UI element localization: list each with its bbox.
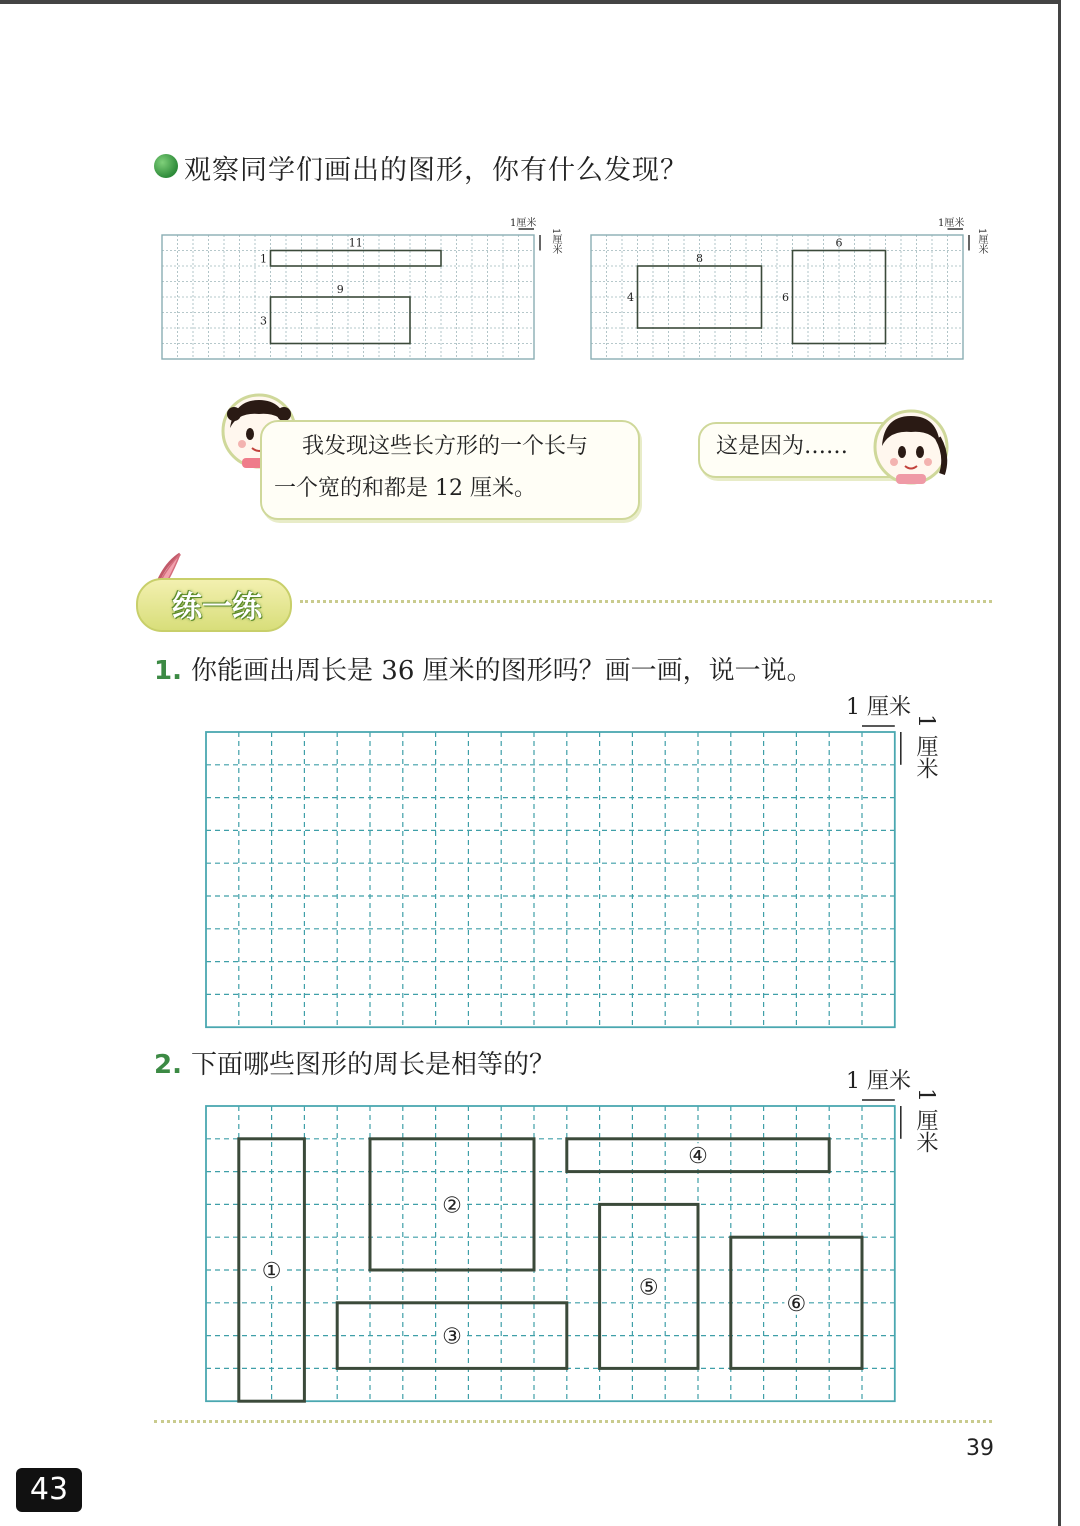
top-left-unit-h: 1厘米	[510, 218, 537, 229]
question-2-number: 2.	[154, 1050, 182, 1080]
top-right-grid-figure	[580, 208, 980, 368]
question-1-text: 你能画出周长是 36 厘米的图形吗？画一画，说一说。	[191, 656, 813, 686]
rect-width-label: 9	[336, 283, 344, 296]
grid-border	[206, 732, 895, 1027]
observe-question: 观察同学们画出的图形，你有什么发现？	[184, 155, 688, 186]
page-number: 39	[966, 1436, 994, 1461]
top-right-unit-v: 1厘米	[976, 228, 987, 255]
shape-label-3: ③	[442, 1324, 462, 1350]
tab-number: 43	[16, 1468, 82, 1512]
rectangle-2	[271, 297, 411, 344]
rect-height-label: 3	[260, 314, 267, 328]
rect-width-label: 8	[696, 252, 703, 265]
q1-unit-horizontal: 1 厘米	[846, 695, 911, 720]
question-2-text: 下面哪些图形的周长是相等的？	[191, 1050, 556, 1080]
bubble-right-text: 这是因为……	[716, 434, 849, 459]
footer-divider	[154, 1420, 992, 1423]
bubble-left-line1: 我发现这些长方形的一个长与	[302, 434, 589, 459]
shape-label-5: ⑤	[638, 1275, 659, 1301]
rect-height-label: 6	[782, 291, 789, 304]
grid-border	[206, 1106, 895, 1401]
rect-height-label: 1	[260, 252, 267, 266]
q2-unit-horizontal: 1 厘米	[846, 1069, 911, 1094]
page-edge-right	[1058, 0, 1061, 1526]
bubble-left-line2: 一个宽的和都是 12 厘米。	[274, 476, 536, 501]
question-1	[154, 650, 813, 687]
question-1-number: 1.	[154, 656, 182, 686]
top-right-unit-h: 1厘米	[938, 218, 965, 229]
shape-label-2: ②	[442, 1193, 462, 1219]
q2-shapes-grid	[196, 1090, 916, 1410]
practice-badge-label: 练一练	[172, 590, 262, 625]
q1-drawing-grid[interactable]	[196, 716, 916, 1036]
q1-unit-vertical: 1 厘米	[913, 714, 938, 779]
girl-avatar-right	[872, 408, 950, 486]
rect-width-label: 6	[835, 236, 843, 250]
rect-height-label: 4	[627, 291, 634, 304]
shape-label-4: ④	[688, 1144, 708, 1170]
shape-label-6: ⑥	[786, 1291, 807, 1317]
green-bullet-icon	[154, 154, 178, 178]
section-divider	[300, 600, 992, 603]
rect-width-label: 11	[348, 236, 363, 250]
question-2	[154, 1044, 555, 1081]
q2-unit-vertical: 1 厘米	[913, 1088, 938, 1153]
page-edge-top	[0, 0, 1060, 4]
top-left-grid-figure	[150, 208, 570, 368]
top-left-unit-v: 1厘米	[550, 228, 561, 255]
rectangle-1	[271, 251, 442, 267]
shape-label-1: ①	[261, 1259, 282, 1284]
